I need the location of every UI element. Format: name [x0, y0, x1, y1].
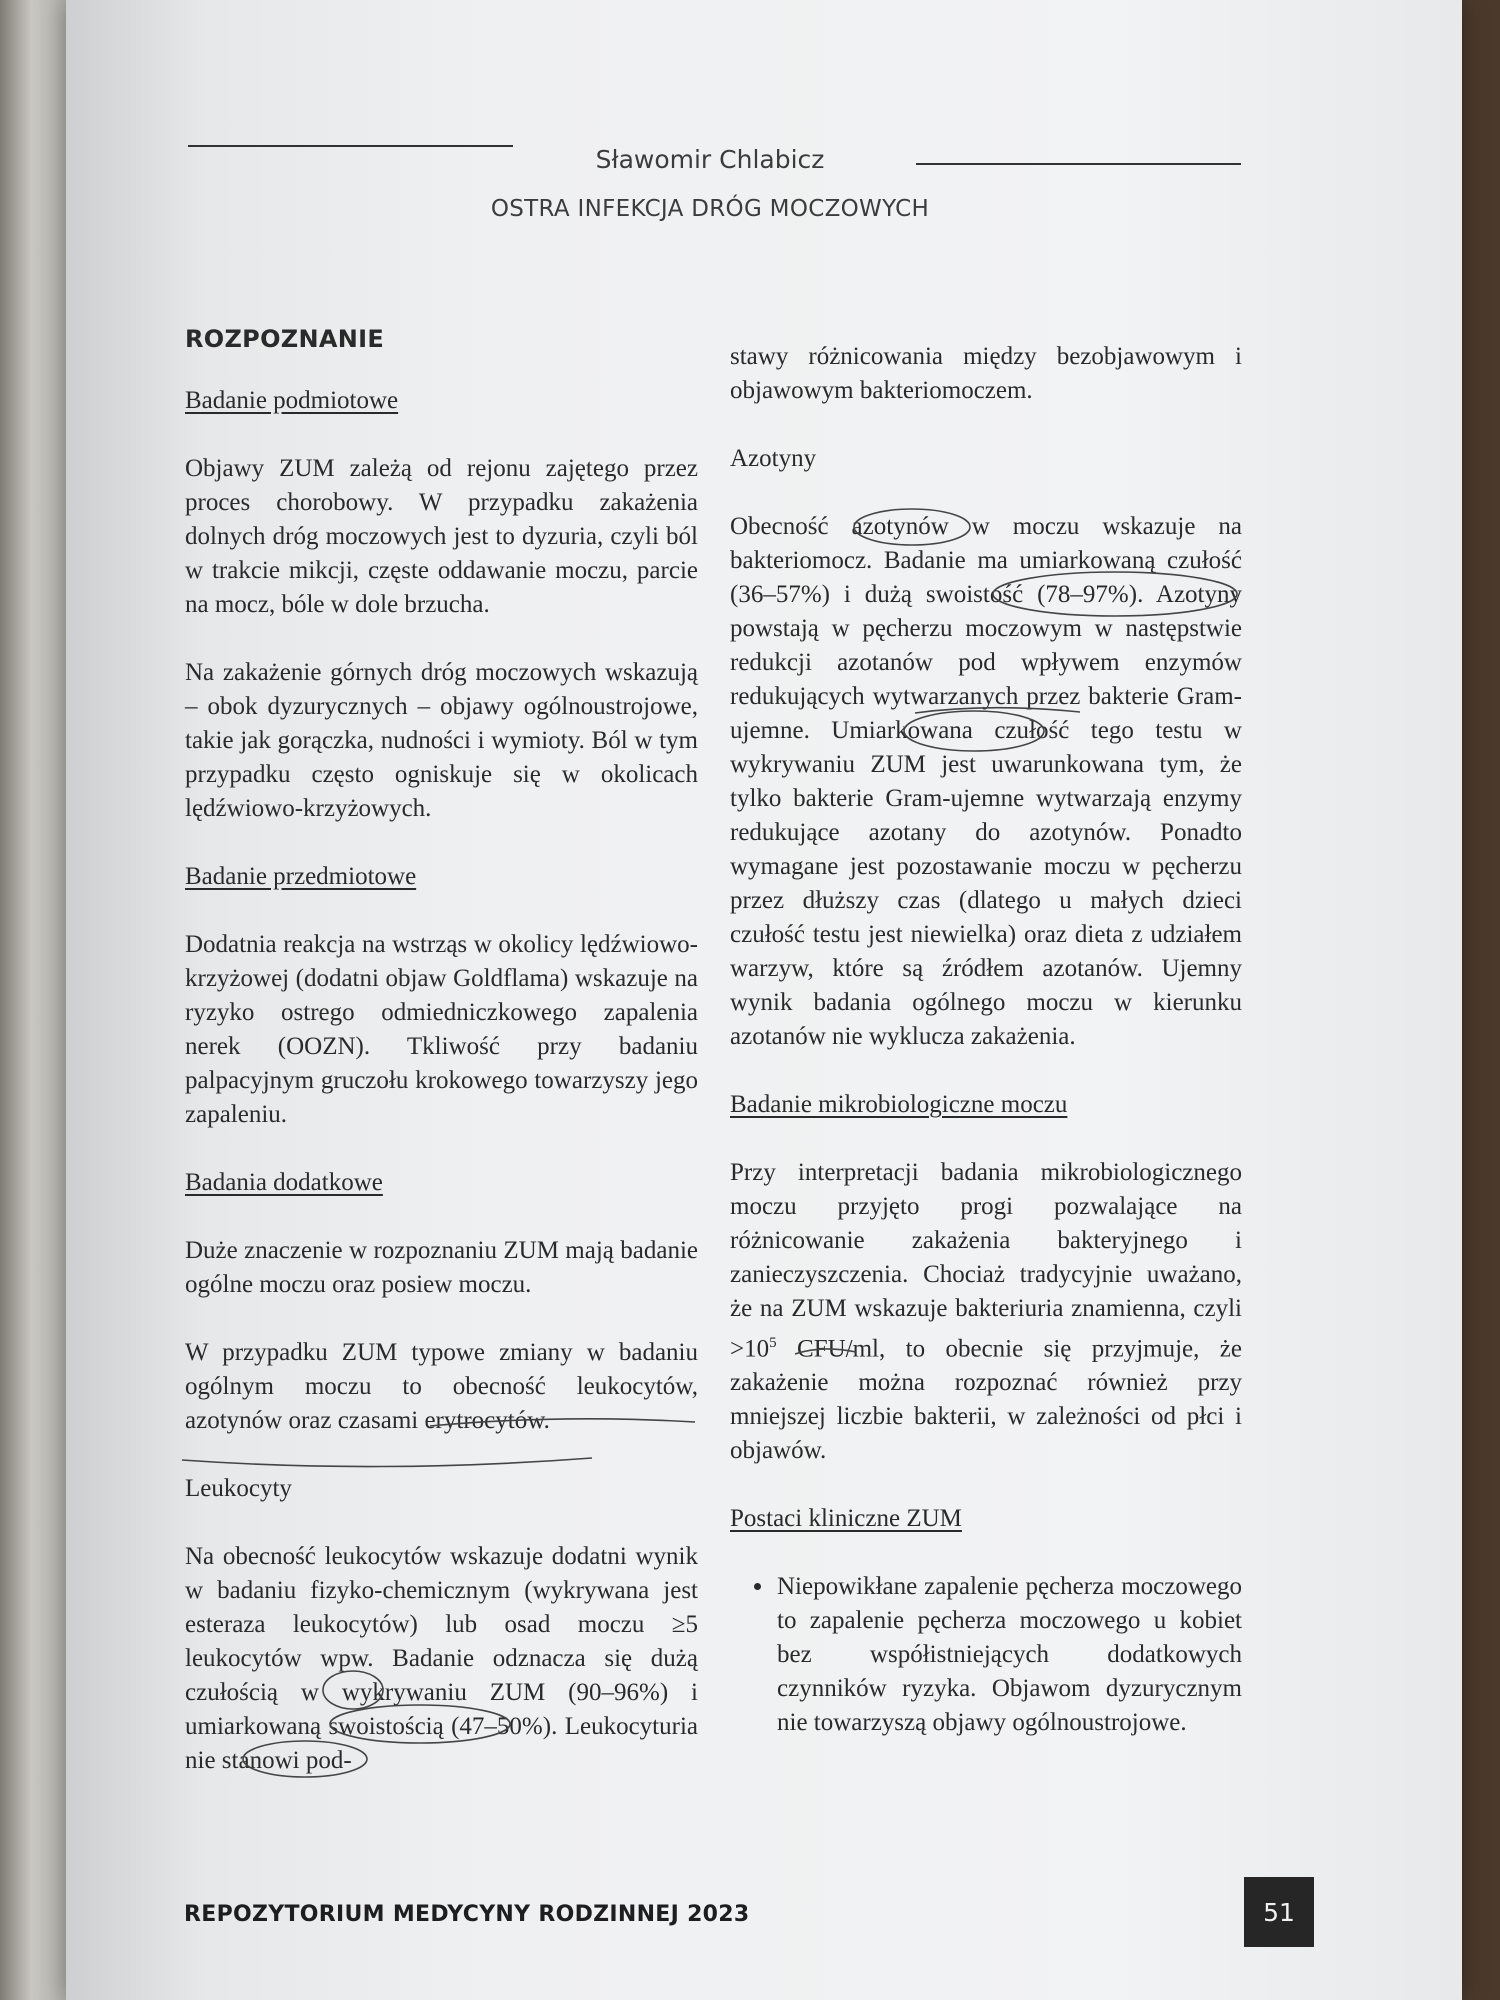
right-column — [730, 340, 1242, 1740]
header-rule-right — [916, 163, 1241, 165]
paragraph-mikrobiologia-part2: CFU/ml, to obecnie się przyjmuje, że zakażenie można rozpoznać również przy mniejszej liczbie bakterii, w zależności od płci i objawów. — [730, 1335, 1242, 1465]
paragraph-mikrobiologia — [730, 1156, 1242, 1468]
exponent: 5 — [769, 1335, 777, 1351]
paragraph-typowe-zmiany: W przypadku ZUM typowe zmiany w badaniu ogólnym moczu to obecność leukocytów, azotynów oraz czasami erytrocytów. — [185, 1339, 698, 1434]
page-number: 51 — [1244, 1877, 1314, 1947]
left-column — [185, 322, 698, 1778]
subheading-badanie-przedmiotowe: Badanie przedmiotowe — [185, 863, 417, 890]
book-left-edge — [0, 0, 70, 2000]
header-author: Sławomir Chlabicz — [595, 145, 825, 174]
subheading-badania-dodatkowe: Badania dodatkowe — [185, 1169, 383, 1196]
section-heading: ROZPOZNANIE — [185, 325, 385, 353]
paragraph-mikrobiologia-part1: Przy interpretacji badania mikrobiologicznego moczu przyjęto progi pozwalające na różnicowanie zakażenia bakteryjnego i zanieczyszczenia. Chociaż tradycyjnie uważano, że na ZUM wskazuje bakteriuria znamienna, czyli >10 — [730, 1159, 1242, 1363]
subheading-azotyny: Azotyny — [730, 445, 817, 472]
footer-journal-title: REPOZYTORIUM MEDYCYNY RODZINNEJ 2023 — [184, 1902, 750, 1927]
paragraph-continuation: stawy różnicowania między bezobjawowym i objawowym bakteriomoczem. — [730, 343, 1242, 404]
header-rule-left — [188, 145, 513, 147]
paragraph-gorne-drogi: Na zakażenie górnych dróg moczowych wskazują – obok dyzurycznych – objawy ogólnoustrojowe, takie jak gorączka, nudności i wymioty. Ból w tym przypadku często ogniskuje się w okolicach lędźwiowo-krzyżowych. — [185, 659, 698, 822]
paragraph-objawy: Objawy ZUM zależą od rejonu zajętego przez proces chorobowy. W przypadku zakażenia dolnych dróg moczowych jest to dyzuria, czyli ból w trakcie mikcji, częste oddawanie moczu, parcie na mocz, bóle w dole brzucha. — [185, 455, 698, 618]
subheading-postaci-kliniczne: Postaci kliniczne ZUM — [730, 1505, 962, 1533]
bullet-item-niepowiklane: • Niepowikłane zapalenie pęcherza moczowego to zapalenie pęcherza moczowego u kobiet bez współistniejących dodatkowych czynników ryzyka. Objawom dyzurycznym nie towarzyszą objawy ogólnoustrojowe. — [775, 1570, 1242, 1740]
subheading-leukocyty: Leukocyty — [185, 1475, 292, 1502]
subheading-badanie-podmiotowe: Badanie podmiotowe — [185, 387, 399, 414]
paragraph-azotyny: Obecność azotynów w moczu wskazuje na bakteriomocz. Badanie ma umiarkowaną czułość (36–57%) i dużą swoistość (78–97%). Azotyny powstają w pęcherzu moczowym w następstwie redukcji azotanów pod wpływem enzymów redukujących wytwarzanych przez bakterie Gram-ujemne. Umiarkowana czułość tego testu w wykrywaniu ZUM jest uwarunkowana tym, że tylko bakterie Gram-ujemne wytwarzają enzymy redukujące azotany do azotynów. Ponadto wymagane jest pozostawanie moczu w pęcherzu przez dłuższy czas (dlatego u małych dzieci czułość testu jest niewielka) oraz dieta z udziałem warzyw, które są źródłem azotanów. Ujemny wynik badania ogólnego moczu w kierunku azotanów nie wyklucza zakażenia. — [730, 513, 1242, 1050]
header-title: OSTRA INFEKCJA DRÓG MOCZOWYCH — [490, 196, 930, 222]
bullet-list — [730, 1570, 1242, 1740]
subheading-badanie-mikrobiologiczne: Badanie mikrobiologiczne moczu — [730, 1091, 1068, 1118]
paragraph-znaczenie: Duże znaczenie w rozpoznaniu ZUM mają badanie ogólne moczu oraz posiew moczu. — [185, 1237, 698, 1298]
paragraph-leukocyty: Na obecność leukocytów wskazuje dodatni wynik w badaniu fizyko-chemicznym (wykrywana jest esteraza leukocytów) lub osad moczu ≥5 leukocytów wpw. Badanie odznacza się dużą czułością w wykrywaniu ZUM (90–96%) i umiarkowaną swoistością (47–50%). Leukocyturia nie stanowi pod- — [185, 1543, 698, 1774]
paragraph-goldflam: Dodatnia reakcja na wstrząs w okolicy lędźwiowo-krzyżowej (dodatni objaw Goldflama) wskazuje na ryzyko ostrego odmiedniczkowego zapalenia nerek (OOZN). Tkliwość przy badaniu palpacyjnym gruczołu krokowego towarzyszy jego zapaleniu. — [185, 931, 698, 1128]
